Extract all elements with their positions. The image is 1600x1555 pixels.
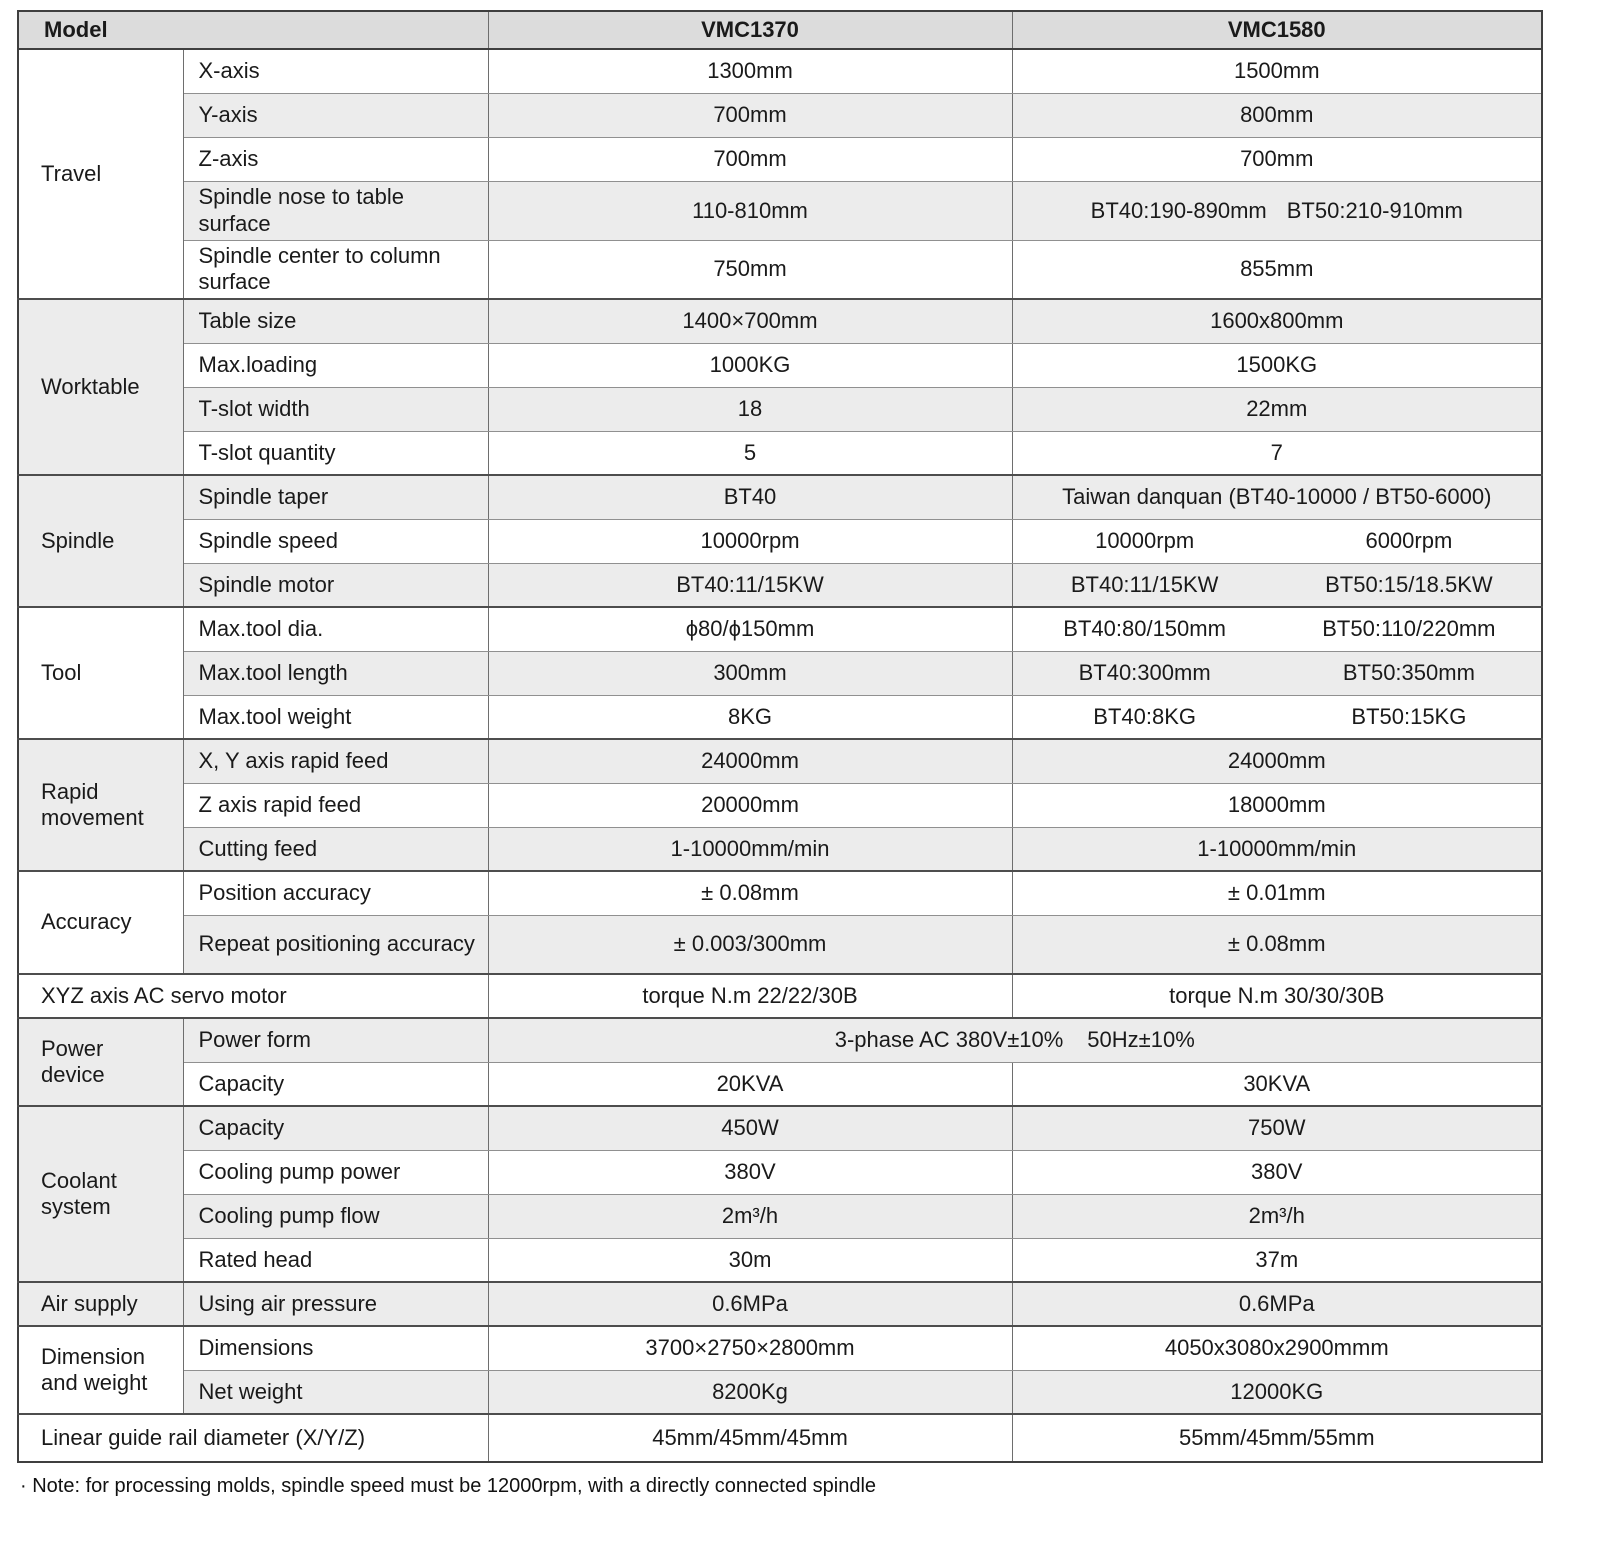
value-vmc1580 [1012, 563, 1542, 607]
param-label: Max.tool length [183, 651, 488, 695]
category-travel: Travel [18, 49, 183, 299]
value-vmc1370: 20KVA [488, 1062, 1012, 1106]
value-vmc1370: 300mm [488, 651, 1012, 695]
value-vmc1580: 24000mm [1012, 739, 1542, 783]
row-spindle-motor [18, 563, 1542, 607]
param-label: Position accuracy [183, 871, 488, 915]
value-bt50: BT50:350mm [1342, 660, 1475, 685]
category-dimension-weight: Dimension and weight [18, 1326, 183, 1414]
value-vmc1370: 450W [488, 1106, 1012, 1150]
value-vmc1580: 800mm [1012, 93, 1542, 137]
value-vmc1580: 37m [1012, 1238, 1542, 1282]
value-vmc1580: torque N.m 30/30/30B [1012, 974, 1542, 1018]
value-vmc1370: 1400×700mm [488, 299, 1012, 343]
value-merged [488, 1018, 1542, 1062]
value-vmc1580: Taiwan danquan (BT40-10000 / BT50-6000) [1012, 475, 1542, 519]
param-label: T-slot quantity [183, 431, 488, 475]
value-vmc1370: 380V [488, 1150, 1012, 1194]
row-tslot-quantity [18, 431, 1542, 475]
value-vmc1580: 7 [1012, 431, 1542, 475]
value-bt50: BT50:15KG [1351, 703, 1467, 729]
param-label: Max.loading [183, 343, 488, 387]
value-bt40: BT40:80/150mm [1063, 616, 1226, 642]
value-vmc1370: 0.6MPa [488, 1282, 1012, 1326]
value-vmc1580: 18000mm [1012, 783, 1542, 827]
value-bt50: 6000rpm [1365, 528, 1453, 553]
row-spindle-speed [18, 519, 1542, 563]
row-spindle-taper [18, 475, 1542, 519]
row-power-capacity [18, 1062, 1542, 1106]
param-label: Capacity [183, 1062, 488, 1106]
value-vmc1580: 55mm/45mm/55mm [1012, 1414, 1542, 1462]
value-vmc1370: 5 [488, 431, 1012, 475]
row-coolant-capacity [18, 1106, 1542, 1150]
value-vmc1580: 380V [1012, 1150, 1542, 1194]
param-label: XYZ axis AC servo motor [18, 974, 488, 1018]
value-vmc1580: ± 0.01mm [1012, 871, 1542, 915]
value-vmc1370: 700mm [488, 93, 1012, 137]
row-pump-flow [18, 1194, 1542, 1238]
value-vmc1370: 1300mm [488, 49, 1012, 93]
value-vmc1580: 1500KG [1012, 343, 1542, 387]
value-vmc1580: 1-10000mm/min [1012, 827, 1542, 871]
param-label: Max.tool dia. [183, 607, 488, 651]
category-air-supply: Air supply [18, 1282, 183, 1326]
value-vmc1580: 22mm [1012, 387, 1542, 431]
value-vmc1580 [1012, 651, 1542, 695]
param-label: Cooling pump power [183, 1150, 488, 1194]
param-label: Z-axis [183, 137, 488, 181]
header-vmc1370: VMC1370 [488, 11, 1012, 49]
row-pump-power [18, 1150, 1542, 1194]
value-vmc1370: ± 0.003/300mm [488, 915, 1012, 974]
row-max-tool-weight [18, 695, 1542, 739]
category-coolant-system: Coolant system [18, 1106, 183, 1282]
param-label: Power form [183, 1018, 488, 1062]
header-row [18, 11, 1542, 49]
param-label: Cooling pump flow [183, 1194, 488, 1238]
value-voltage: 3-phase AC 380V±10% [834, 1027, 1064, 1053]
row-linear-guide-rail [18, 1414, 1542, 1462]
row-net-weight [18, 1370, 1542, 1414]
row-xy-rapid-feed [18, 739, 1542, 783]
row-repeat-accuracy [18, 915, 1542, 974]
value-vmc1580: 1600x800mm [1012, 299, 1542, 343]
value-vmc1580: 30KVA [1012, 1062, 1542, 1106]
value-vmc1580 [1012, 519, 1542, 563]
param-label: X, Y axis rapid feed [183, 739, 488, 783]
value-vmc1370: 110-810mm [488, 181, 1012, 240]
param-label: Using air pressure [183, 1282, 488, 1326]
value-vmc1580: ± 0.08mm [1012, 915, 1542, 974]
row-z-axis [18, 137, 1542, 181]
row-air-pressure [18, 1282, 1542, 1326]
value-vmc1580 [1012, 181, 1542, 240]
param-label: Rated head [183, 1238, 488, 1282]
value-bt40: BT40:8KG [1093, 703, 1196, 729]
value-bt40: BT40:300mm [1078, 660, 1211, 685]
category-power-device: Power device [18, 1018, 183, 1106]
value-frequency: 50Hz±10% [1087, 1027, 1195, 1053]
value-vmc1580: 750W [1012, 1106, 1542, 1150]
value-bt50: BT50:15/18.5KW [1325, 571, 1493, 597]
row-max-tool-length [18, 651, 1542, 695]
header-vmc1580: VMC1580 [1012, 11, 1542, 49]
value-vmc1580: 0.6MPa [1012, 1282, 1542, 1326]
spec-table [17, 10, 1543, 1463]
value-vmc1370: BT40 [488, 475, 1012, 519]
param-label: Capacity [183, 1106, 488, 1150]
value-vmc1580: 855mm [1012, 240, 1542, 299]
value-vmc1370: 2m³/h [488, 1194, 1012, 1238]
value-bt40: BT40:190-890mm [1090, 197, 1267, 223]
value-vmc1370: 30m [488, 1238, 1012, 1282]
param-label: Z axis rapid feed [183, 783, 488, 827]
category-spindle: Spindle [18, 475, 183, 607]
param-label: Table size [183, 299, 488, 343]
value-vmc1370: torque N.m 22/22/30B [488, 974, 1012, 1018]
value-vmc1580 [1012, 695, 1542, 739]
value-vmc1370: 18 [488, 387, 1012, 431]
value-vmc1370: 45mm/45mm/45mm [488, 1414, 1012, 1462]
value-bt50: BT50:110/220mm [1322, 616, 1496, 642]
value-bt50: BT50:210-910mm [1286, 197, 1463, 223]
param-label: X-axis [183, 49, 488, 93]
value-vmc1580: 700mm [1012, 137, 1542, 181]
param-label: Max.tool weight [183, 695, 488, 739]
row-position-accuracy [18, 871, 1542, 915]
value-bt40: 10000rpm [1095, 528, 1195, 553]
value-vmc1580: 2m³/h [1012, 1194, 1542, 1238]
row-rated-head [18, 1238, 1542, 1282]
row-tslot-width [18, 387, 1542, 431]
value-vmc1370: 8200Kg [488, 1370, 1012, 1414]
value-bt40: BT40:11/15KW [1070, 571, 1219, 597]
param-label: Repeat positioning accuracy [183, 915, 488, 974]
value-vmc1370: 10000rpm [488, 519, 1012, 563]
param-label: Spindle nose to table surface [183, 181, 488, 240]
param-label: Spindle center to column surface [183, 240, 488, 299]
row-spindle-center [18, 240, 1542, 299]
value-vmc1580: 12000KG [1012, 1370, 1542, 1414]
value-vmc1580: 4050x3080x2900mmm [1012, 1326, 1542, 1370]
param-label: Spindle motor [183, 563, 488, 607]
param-label: T-slot width [183, 387, 488, 431]
row-max-tool-dia [18, 607, 1542, 651]
param-label: Spindle speed [183, 519, 488, 563]
row-power-form [18, 1018, 1542, 1062]
value-vmc1370: ϕ80/ϕ150mm [488, 607, 1012, 651]
category-tool: Tool [18, 607, 183, 739]
category-accuracy: Accuracy [18, 871, 183, 974]
param-label: Dimensions [183, 1326, 488, 1370]
row-max-loading [18, 343, 1542, 387]
value-vmc1370: ± 0.08mm [488, 871, 1012, 915]
category-rapid-movement: Rapid movement [18, 739, 183, 871]
row-spindle-nose [18, 181, 1542, 240]
param-label: Linear guide rail diameter (X/Y/Z) [18, 1414, 488, 1462]
category-worktable: Worktable [18, 299, 183, 475]
param-label: Spindle taper [183, 475, 488, 519]
row-dimensions [18, 1326, 1542, 1370]
value-vmc1370: 20000mm [488, 783, 1012, 827]
value-vmc1370: 700mm [488, 137, 1012, 181]
row-y-axis [18, 93, 1542, 137]
param-label: Cutting feed [183, 827, 488, 871]
row-z-rapid-feed [18, 783, 1542, 827]
value-vmc1370: 1-10000mm/min [488, 827, 1012, 871]
param-label: Net weight [183, 1370, 488, 1414]
value-vmc1580 [1012, 607, 1542, 651]
row-servo-motor [18, 974, 1542, 1018]
value-vmc1370: 8KG [488, 695, 1012, 739]
footnote: · Note: for processing molds, spindle speed must be 12000rpm, with a directly connected spindle [20, 1475, 877, 1497]
param-label: Y-axis [183, 93, 488, 137]
row-x-axis [18, 49, 1542, 93]
value-vmc1370: 3700×2750×2800mm [488, 1326, 1012, 1370]
row-table-size [18, 299, 1542, 343]
value-vmc1580: 1500mm [1012, 49, 1542, 93]
value-vmc1370: 24000mm [488, 739, 1012, 783]
row-cutting-feed [18, 827, 1542, 871]
header-model: Model [18, 11, 488, 49]
value-vmc1370: BT40:11/15KW [488, 563, 1012, 607]
value-vmc1370: 1000KG [488, 343, 1012, 387]
value-vmc1370: 750mm [488, 240, 1012, 299]
